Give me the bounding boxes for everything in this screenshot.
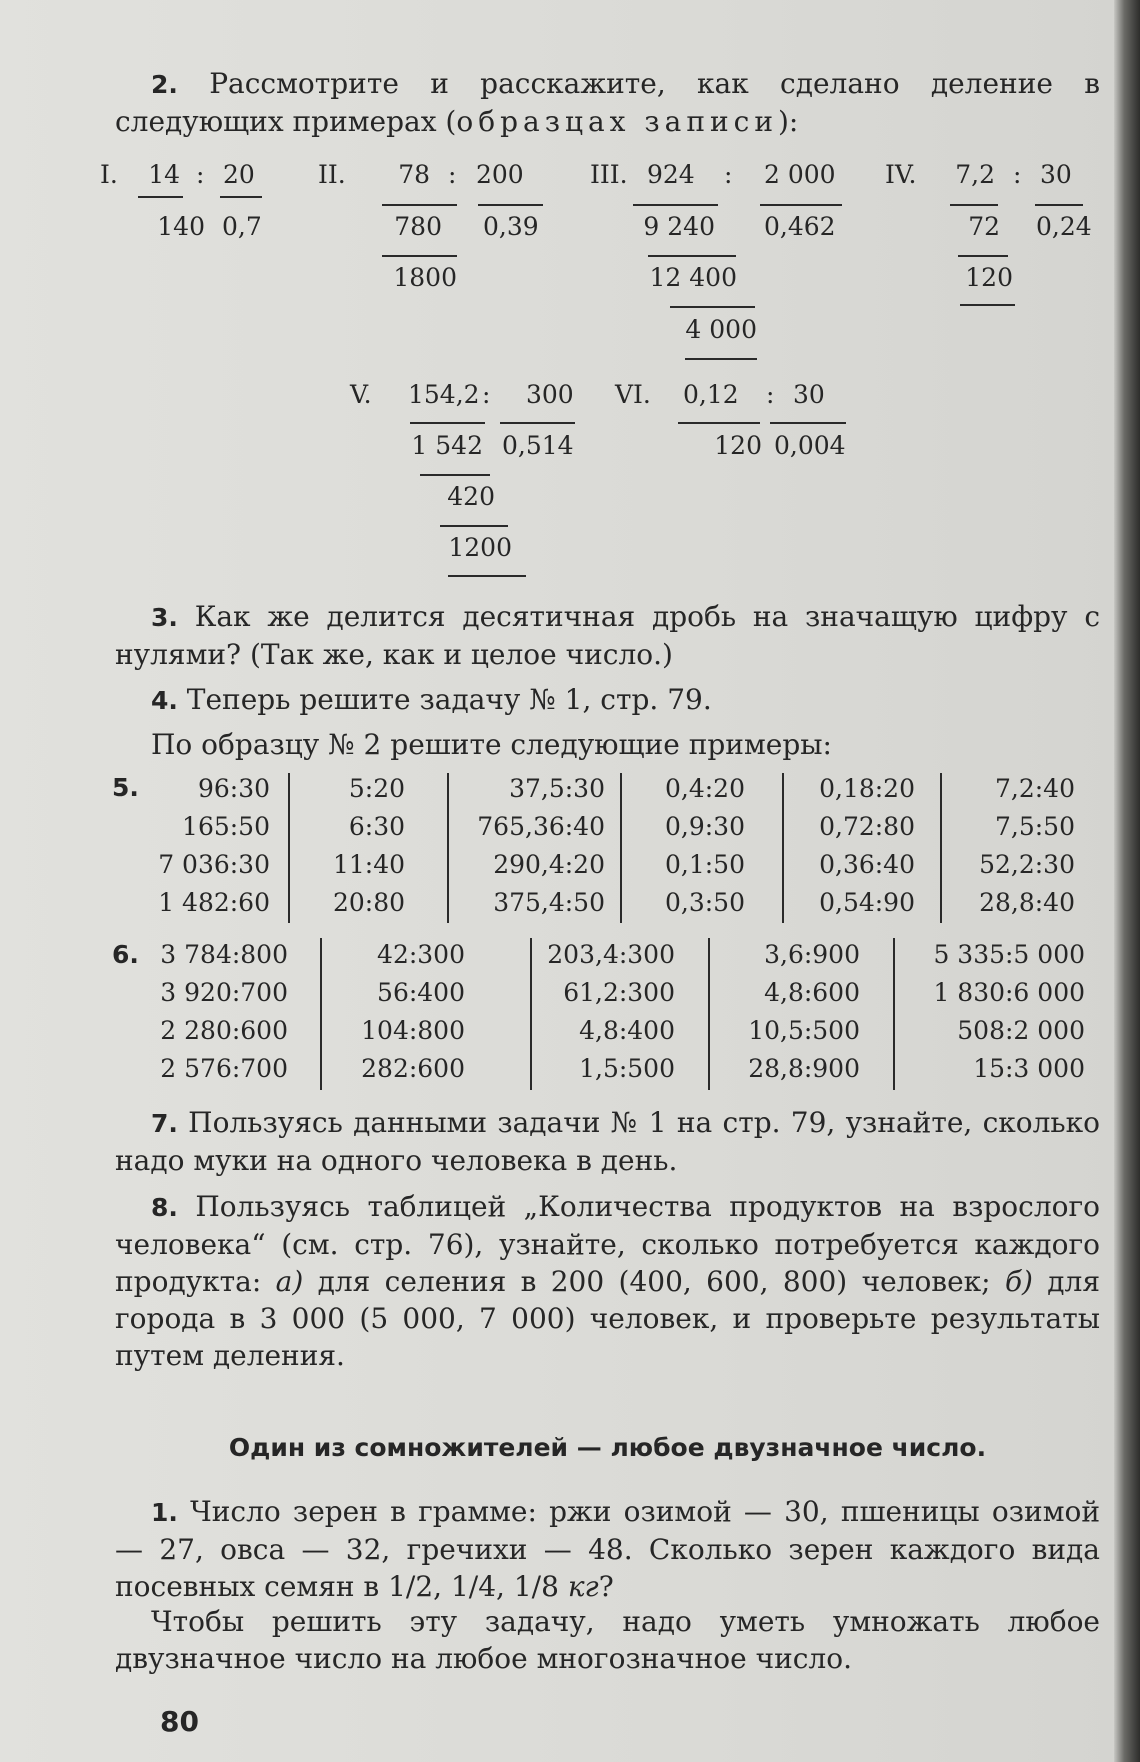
column-divider	[708, 938, 710, 1090]
quotient: 0,514	[502, 431, 574, 460]
explanation-paragraph: Чтобы решить эту задачу, надо уметь умножать любое двузначное число на любое многозначное число.	[115, 1605, 1100, 1675]
grid-cell: 1 482:60	[158, 888, 270, 917]
grid-cell: 20:80	[332, 888, 405, 917]
dividend: 78	[398, 160, 430, 189]
task-number: 6.	[112, 940, 139, 969]
subtraction-line	[410, 422, 485, 424]
grid-cell: 61,2:300	[563, 978, 675, 1007]
column-divider	[320, 938, 322, 1090]
task-text: Теперь решите задачу № 1, стр. 79.	[177, 683, 712, 716]
subtraction-line	[950, 204, 998, 206]
step: 1200	[448, 533, 512, 562]
example-label: II.	[318, 160, 346, 189]
column-divider	[782, 773, 784, 923]
quotient-line	[220, 196, 262, 198]
dividend: 0,12	[683, 380, 739, 409]
subtraction-line	[138, 196, 183, 198]
task-text: Число зерен в грамме: ржи озимой — 30, пшеницы озимой — 27, овса — 32, гречихи — 48. Сколько зерен каждого вида посевных семян в	[115, 1495, 1100, 1603]
task-2	[115, 65, 1100, 140]
result-line	[960, 304, 1015, 306]
example-label: I.	[100, 160, 118, 189]
division-sign: :	[724, 160, 733, 189]
subtraction-line	[420, 474, 490, 476]
grid-cell: 0,3:50	[665, 888, 745, 917]
grid-cell: 5:20	[348, 774, 405, 803]
column-divider	[530, 938, 532, 1090]
grid-cell: 15:3 000	[973, 1054, 1085, 1083]
grid-cell: 375,4:50	[493, 888, 605, 917]
task-text: для селения в 200 (400, 600, 800) человек;	[303, 1265, 1005, 1298]
grid-cell: 56:400	[377, 978, 465, 1007]
grid-cell: 52,2:30	[979, 850, 1075, 879]
column-divider	[893, 938, 895, 1090]
task-number: 7.	[151, 1109, 178, 1138]
step: 4 000	[685, 315, 757, 344]
divisor: 30	[793, 380, 825, 409]
grid-cell: 4,8:600	[764, 978, 860, 1007]
grid-cell: 2 576:700	[160, 1054, 288, 1083]
column-divider	[620, 773, 622, 923]
grid-cell: 37,5:30	[509, 774, 605, 803]
column-divider	[288, 773, 290, 923]
grid-cell: 0,9:30	[665, 812, 745, 841]
grid-cell: 0,54:90	[819, 888, 915, 917]
grid-cell: 203,4:300	[547, 940, 675, 969]
grid-cell: 96:30	[197, 774, 270, 803]
grid-cell: 28,8:900	[748, 1054, 860, 1083]
grid-cell: 42:300	[377, 940, 465, 969]
task-1: 1. Число зерен в грамме: ржи озимой — 30, пшеницы озимой — 27, овса — 32, гречихи — 48. Сколько зерен каждого вида посевных семян в 1/2, 1/4, 1/8 кг?	[115, 1495, 1100, 1603]
division-sign: :	[766, 380, 775, 409]
division-sign: :	[448, 160, 457, 189]
grid-cell: 165:50	[182, 812, 270, 841]
grid-cell: 7 036:30	[158, 850, 270, 879]
step: 1 542	[411, 431, 483, 460]
division-sign: :	[196, 160, 205, 189]
grid-cell: 7,2:40	[995, 774, 1075, 803]
example-label: VI.	[615, 380, 651, 409]
task-number: 5.	[112, 773, 139, 802]
task-number: 4.	[151, 686, 178, 715]
grid-cell: 10,5:500	[748, 1016, 860, 1045]
subtraction-line	[678, 422, 760, 424]
grid-cell: 0,18:20	[819, 774, 915, 803]
grid-cell: 28,8:40	[979, 888, 1075, 917]
grid-cell: 7,5:50	[995, 812, 1075, 841]
subtraction-line	[958, 255, 1008, 257]
task-text: для города в 3 000 (5 000, 7 000) человек, и проверьте результаты путем деления.	[115, 1265, 1100, 1372]
dividend: 7,2	[955, 160, 995, 189]
quotient: 0,39	[483, 212, 539, 241]
result-line	[448, 575, 526, 577]
fraction: 1/8	[513, 1570, 559, 1603]
dividend: 154,2	[408, 380, 480, 409]
fraction: 1/2	[388, 1570, 434, 1603]
grid-cell: 508:2 000	[957, 1016, 1085, 1045]
subtraction-line	[648, 255, 736, 257]
step: 120	[714, 431, 762, 460]
quotient-line	[770, 422, 846, 424]
task-text: Пользуясь данными задачи № 1 на стр. 79, узнайте, сколько надо муки на одного человека в день.	[115, 1106, 1100, 1177]
subtraction-line	[382, 204, 457, 206]
grid-cell: 0,1:50	[665, 850, 745, 879]
divisor: 20	[223, 160, 255, 189]
grid-cell: 2 280:600	[160, 1016, 288, 1045]
quotient: 0,004	[774, 431, 846, 460]
grid-cell: 1 830:6 000	[933, 978, 1085, 1007]
grid-cell: 3,6:900	[764, 940, 860, 969]
quotient: 0,7	[222, 212, 262, 241]
task-3	[115, 598, 1100, 673]
grid-cell: 290,4:20	[493, 850, 605, 879]
task-text: Пользуясь таблицей „Количества продуктов на взрослого человека“ (см. стр. 76), узнайте, сколько потребуется каждого продукта:	[115, 1190, 1100, 1298]
subtraction-line	[382, 255, 457, 257]
example-label: IV.	[885, 160, 917, 189]
step: 140	[157, 212, 205, 241]
task-7	[115, 1104, 1100, 1179]
quotient: 0,24	[1036, 212, 1092, 241]
grid-cell: 11:40	[332, 850, 405, 879]
step: 72	[968, 212, 1000, 241]
task-text: Как же делится десятичная дробь на значащую цифру с нулями? (Так же, как и целое число.)	[115, 600, 1100, 671]
section-heading: Один из сомножителей — любое двузначное число.	[228, 1433, 987, 1462]
grid-cell: 5 335:5 000	[933, 940, 1085, 969]
step: 420	[447, 482, 495, 511]
quotient-line	[500, 422, 575, 424]
grid-cell: 0,4:20	[665, 774, 745, 803]
quotient: 0,462	[764, 212, 836, 241]
step: 120	[965, 263, 1013, 292]
grid-cell: 0,72:80	[819, 812, 915, 841]
step: 9 240	[643, 212, 715, 241]
question-mark: ?	[598, 1570, 614, 1603]
dividend: 14	[148, 160, 180, 189]
quotient-line	[1035, 204, 1083, 206]
task-8	[115, 1188, 1100, 1374]
page-number: 80	[160, 1705, 199, 1738]
task-number: 2.	[151, 70, 178, 99]
step: 1800	[393, 263, 457, 292]
division-sign: :	[482, 380, 491, 409]
example-label: III.	[590, 160, 628, 189]
divisor: 200	[476, 160, 524, 189]
grid-cell: 282:600	[361, 1054, 465, 1083]
quotient-line	[478, 204, 543, 206]
grid-cell: 1,5:500	[579, 1054, 675, 1083]
divisor: 300	[526, 380, 574, 409]
grid-cell: 3 920:700	[160, 978, 288, 1007]
divisor: 2 000	[764, 160, 836, 189]
unit-label: кг	[567, 1570, 599, 1603]
grid-cell: 4,8:400	[579, 1016, 675, 1045]
task-label-a: а)	[275, 1265, 304, 1298]
example-label: V.	[350, 380, 372, 409]
fraction: 1/4	[450, 1570, 497, 1603]
instruction-line: По образцу № 2 решите следующие примеры:	[151, 728, 832, 761]
subtraction-line	[633, 204, 718, 206]
dividend: 924	[647, 160, 695, 189]
column-divider	[940, 773, 942, 923]
grid-cell: 104:800	[361, 1016, 465, 1045]
grid-cell: 0,36:40	[819, 850, 915, 879]
subtraction-line	[670, 306, 755, 308]
grid-cell: 3 784:800	[160, 940, 288, 969]
task-number: 8.	[151, 1193, 178, 1222]
task-4	[151, 681, 1091, 719]
step: 12 400	[649, 263, 737, 292]
task-text-spaced: образцах записи	[456, 105, 778, 138]
divisor: 30	[1040, 160, 1072, 189]
quotient-line	[760, 204, 842, 206]
step: 780	[394, 212, 442, 241]
column-divider	[447, 773, 449, 923]
task-number: 1.	[151, 1498, 178, 1527]
grid-cell: 765,36:40	[477, 812, 605, 841]
task-text: ):	[778, 105, 799, 138]
task-number: 3.	[151, 603, 178, 632]
grid-cell: 6:30	[348, 812, 405, 841]
page-binding-edge	[1114, 0, 1140, 1762]
task-label-b: б)	[1004, 1265, 1033, 1298]
subtraction-line	[440, 525, 508, 527]
task-text: Рассмотрите и расскажите, как сделано деление в следующих примерах (	[115, 67, 1100, 138]
result-line	[685, 358, 757, 360]
division-sign: :	[1013, 160, 1022, 189]
